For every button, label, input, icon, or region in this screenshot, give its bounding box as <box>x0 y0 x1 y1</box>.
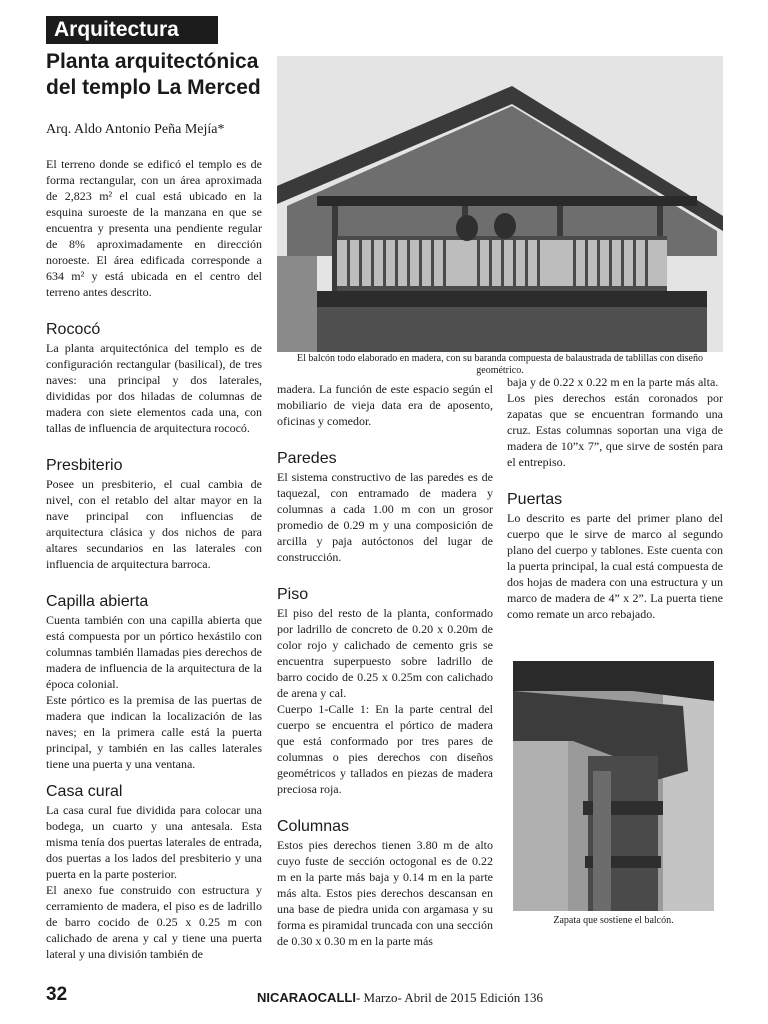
column-2 <box>277 381 493 949</box>
heading-columnas: Columnas <box>277 818 350 835</box>
footer-issue <box>257 990 543 1006</box>
paragraph-casa-1: La casa cural fue dividida para colocar una bodega, un cuarto y una antesala. Esta misma tenía dos puertas laterales de entrada, dos puertas a los lados del presbiterio y una puerta en la parte posterior. <box>46 803 262 881</box>
author-line: Arq. Aldo Antonio Peña Mejía* <box>46 122 225 137</box>
heading-puertas: Puertas <box>507 491 563 508</box>
section-tag: Arquitectura <box>46 16 218 44</box>
zapata-photo <box>513 661 714 911</box>
heading-capilla: Capilla abierta <box>46 593 149 610</box>
paragraph-continued: madera. La función de este espacio según el mobiliario de vieja data era de aposento, oficinas y comedor. <box>277 382 493 428</box>
heading-presbiterio: Presbiterio <box>46 457 123 474</box>
magazine-name: NICARAOCALLI <box>257 990 356 1005</box>
zapata-caption: Zapata que sostiene el balcón. <box>553 915 674 926</box>
paragraph-continued-2: Los pies derechos están coronados por zapatas que se encuentran formando una cruz. Estas columnas soportan una viga de madera de 10”x 7”, que sirve de sostén para el entrepiso. <box>507 391 723 469</box>
heading-rococo: Rococó <box>46 321 101 338</box>
column-1 <box>46 156 262 962</box>
paragraph-capilla-1: Cuenta también con una capilla abierta que está compuesta por un pórtico hexástilo con columnas también llamadas pies derechos de madera de influencia de la arquitectura de la época colonial. <box>46 613 262 691</box>
heading-piso: Piso <box>277 586 309 603</box>
column-3 <box>507 374 723 622</box>
paragraph-continued-1: baja y de 0.22 x 0.22 m en la parte más alta. <box>507 375 719 389</box>
paragraph-piso-1: El piso del resto de la planta, conformado por ladrillo de concreto de 0.20 x 0.20m de color rojo y calichado de cemento gris se encuentra superpuesto sobre ladrillo de barro cocido de 0.25 x 0.25m con calichado de arena y cal. <box>277 606 493 700</box>
paragraph-capilla-2: Este pórtico es la premisa de las puertas de madera que indican la localización de las naves; en la primera calle está la puerta principal, y también en las calles laterales tiene una puerta y una ventana. <box>46 693 262 771</box>
article-title: Planta arquitectónica del templo La Merced <box>46 50 261 99</box>
balcony-photo <box>277 56 723 352</box>
paragraph-presbiterio: Posee un presbiterio, el cual cambia de nivel, con el retablo del altar mayor en la nave principal con influencias de arquitectura clásica y dos nichos de para altares secundarios en las laterales con influencia de arquitectura barroca. <box>46 477 262 571</box>
intro-paragraph: El terreno donde se edificó el templo es de forma rectangular, con un área aproximada de 2,823 m² el cual está ubicado en la esquina suroeste de la manzana en que se encuentra y presenta una pendiente regular de 8% aproximadamente en dirección noroeste. El área edificada corresponde a 634 m² y está ubicada en el centro del terreno antes descrito. <box>46 157 262 299</box>
paragraph-casa-2: El anexo fue construido con estructura y cerramiento de madera, el piso es de ladrillo de barro cocido de 0.25 x 0.25 m con calichado de arena y cal y tiene una puerta lateral y una división también de <box>46 883 262 961</box>
issue-text: - Marzo- Abril de 2015 Edición 136 <box>355 990 543 1005</box>
paragraph-piso-2: Cuerpo 1-Calle 1: En la parte central del cuerpo se encuentra el pórtico de madera que está conformado por tres pares de columnas o pies derechos con diseños geométricos y tallados en piezas de madera preciosa roja. <box>277 702 493 796</box>
heading-casa-cural: Casa cural <box>46 783 123 800</box>
balcony-caption: El balcón todo elaborado en madera, con su baranda compuesta de balaustrada de tablillas con diseño geométrico. <box>297 353 703 376</box>
paragraph-paredes: El sistema constructivo de las paredes es de taquezal, con entramado de madera y columnas a cada 1.00 m con un grosor promedio de 0.29 m y una composición de arcilla y paja autóctonos del lugar de construcción. <box>277 470 493 564</box>
paragraph-rococo: La planta arquitectónica del templo es de configuración rectangular (basilical), de tres naves: una principal y dos laterales, divididas por dos hiladas de columnas de madera con siete elementos cada una, con tallas de influencia de arquitectura rococó. <box>46 341 262 435</box>
heading-paredes: Paredes <box>277 450 337 467</box>
paragraph-columnas: Estos pies derechos tienen 3.80 m de alto cuyo fuste de sección octogonal es de 0.22 m en la parte más baja y 0.14 m en la parte más alta. Estos pies derechos descansan en una base de piedra unida con argamasa y su forma es piramidal truncada con una sección de 0.30 x 0.30 m en la parte más <box>277 838 493 948</box>
paragraph-puertas: Lo descrito es parte del primer plano del cuerpo que le sirve de marco al segundo plano del cuerpo y tablones. Este cuenta con la puerta principal, la cual está compuesta de dos hojas de madera con una estructura y un marco de madera de 4” x 2”. La puerta tiene como remate un arco rebajado. <box>507 511 723 621</box>
page-number: 32 <box>46 984 68 1005</box>
